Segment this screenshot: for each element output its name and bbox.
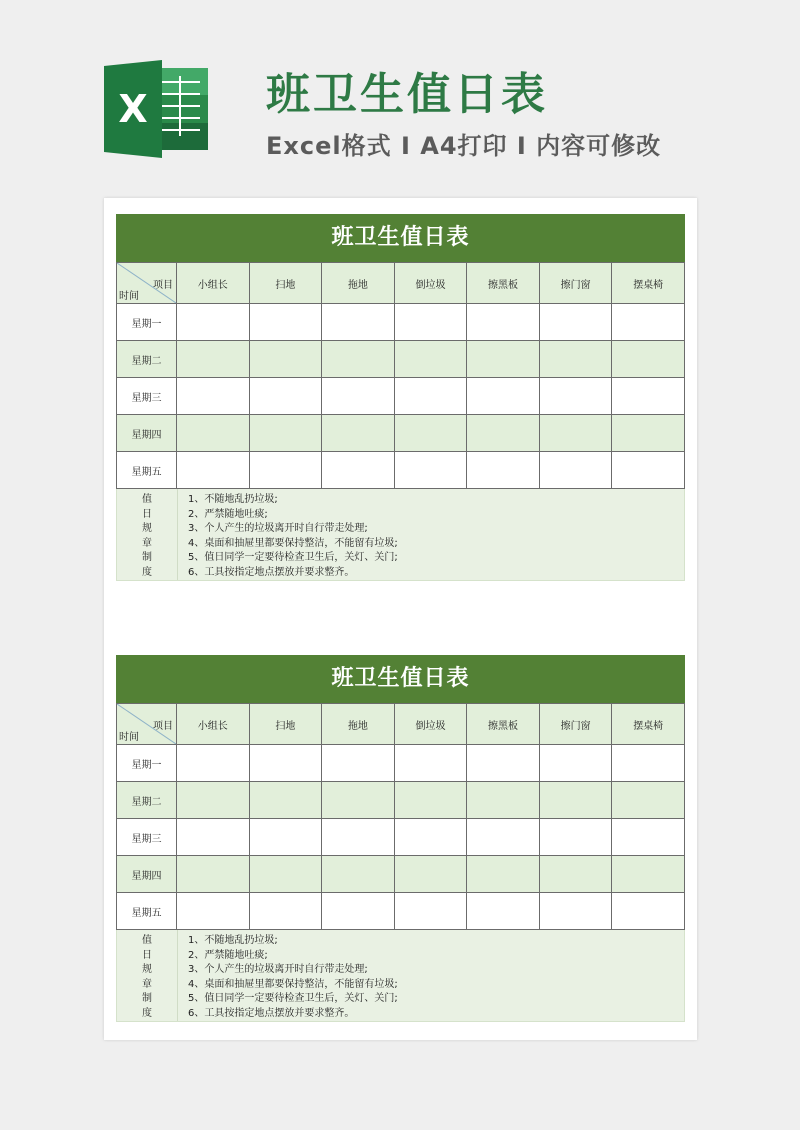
table-cell[interactable] (322, 378, 395, 415)
duty-table (116, 703, 685, 930)
table-cell[interactable] (249, 819, 322, 856)
column-header: 小组长 (177, 704, 250, 745)
duty-sheet-2 (116, 655, 685, 1022)
table-row (117, 415, 685, 452)
logo-letter: X (118, 87, 148, 131)
column-header: 擦黑板 (467, 263, 540, 304)
corner-label-item: 项目 (153, 280, 173, 291)
table-cell[interactable] (394, 304, 467, 341)
rules-list (188, 493, 398, 580)
table-row (117, 782, 685, 819)
table-cell[interactable] (249, 745, 322, 782)
table-row (117, 893, 685, 930)
table-cell[interactable] (177, 819, 250, 856)
rule-item: 5、值日同学一定要待检查卫生后，关灯、关门; (188, 993, 398, 1004)
rules-label-char: 日 (142, 508, 152, 520)
rules-label-char: 度 (142, 1007, 152, 1019)
duty-table (116, 262, 685, 489)
table-cell[interactable] (539, 819, 612, 856)
column-header: 摆桌椅 (612, 263, 685, 304)
table-cell[interactable] (249, 415, 322, 452)
table-cell[interactable] (467, 782, 540, 819)
weekday-label: 星期四 (117, 856, 177, 893)
table-cell[interactable] (322, 745, 395, 782)
weekday-label: 星期三 (117, 378, 177, 415)
rules-label-char: 值 (142, 935, 152, 946)
weekday-label: 星期五 (117, 893, 177, 930)
table-cell[interactable] (539, 304, 612, 341)
table-row (117, 341, 685, 378)
table-row (117, 452, 685, 489)
table-cell[interactable] (177, 745, 250, 782)
column-header: 拖地 (322, 263, 395, 304)
weekday-label: 星期五 (117, 452, 177, 489)
column-header: 小组长 (177, 263, 250, 304)
table-row (117, 856, 685, 893)
table-cell[interactable] (249, 893, 322, 930)
table-cell[interactable] (249, 452, 322, 489)
column-header: 擦门窗 (539, 263, 612, 304)
table-cell[interactable] (539, 782, 612, 819)
table-cell[interactable] (539, 856, 612, 893)
table-row (117, 378, 685, 415)
table-cell[interactable] (394, 745, 467, 782)
table-cell[interactable] (539, 893, 612, 930)
table-cell[interactable] (612, 452, 685, 489)
sheet-title: 班卫生值日表 (116, 655, 685, 703)
column-header: 扫地 (249, 263, 322, 304)
rule-item: 4、桌面和抽屉里都要保持整洁，不能留有垃圾; (188, 537, 398, 549)
table-cell[interactable] (394, 819, 467, 856)
table-cell[interactable] (394, 893, 467, 930)
column-header: 拖地 (322, 704, 395, 745)
table-cell[interactable] (322, 782, 395, 819)
table-cell[interactable] (612, 341, 685, 378)
rules-divider (177, 489, 178, 580)
corner-label-time: 时间 (119, 732, 139, 743)
table-row (117, 304, 685, 341)
weekday-label: 星期三 (117, 819, 177, 856)
table-cell[interactable] (177, 304, 250, 341)
table-row (117, 819, 685, 856)
rule-item: 1、不随地乱扔垃圾; (188, 494, 278, 505)
table-cell[interactable] (249, 304, 322, 341)
table-cell[interactable] (322, 819, 395, 856)
corner-cell (117, 704, 177, 745)
rules-label (117, 934, 177, 1021)
table-cell[interactable] (394, 452, 467, 489)
table-cell[interactable] (467, 856, 540, 893)
table-cell[interactable] (394, 415, 467, 452)
table-cell[interactable] (322, 415, 395, 452)
table-header-row (117, 704, 685, 745)
corner-cell (117, 263, 177, 304)
rules-label-char: 章 (142, 537, 152, 549)
table-cell[interactable] (467, 745, 540, 782)
page-subtitle: Excel格式 I A4打印 I 内容可修改 (266, 132, 662, 160)
rule-item: 4、桌面和抽屉里都要保持整洁，不能留有垃圾; (188, 978, 398, 990)
table-cell[interactable] (612, 893, 685, 930)
table-cell[interactable] (467, 415, 540, 452)
table-cell[interactable] (177, 415, 250, 452)
table-cell[interactable] (612, 819, 685, 856)
table-cell[interactable] (322, 452, 395, 489)
rules-label-char: 日 (142, 949, 152, 961)
column-header: 倒垃圾 (394, 263, 467, 304)
rule-item: 1、不随地乱扔垃圾; (188, 935, 278, 946)
rule-item: 3、个人产生的垃圾离开时自行带走处理; (188, 523, 368, 534)
duty-rules (116, 489, 685, 581)
column-header: 摆桌椅 (612, 704, 685, 745)
weekday-label: 星期二 (117, 782, 177, 819)
table-cell[interactable] (322, 341, 395, 378)
table-cell[interactable] (467, 378, 540, 415)
table-cell[interactable] (394, 341, 467, 378)
weekday-label: 星期一 (117, 745, 177, 782)
sheet-title: 班卫生值日表 (116, 214, 685, 262)
table-cell[interactable] (249, 782, 322, 819)
table-cell[interactable] (539, 452, 612, 489)
table-cell[interactable] (467, 893, 540, 930)
table-cell[interactable] (249, 341, 322, 378)
rules-label-char: 制 (142, 993, 152, 1004)
table-row (117, 745, 685, 782)
table-cell[interactable] (177, 856, 250, 893)
table-cell[interactable] (177, 378, 250, 415)
page-title: 班卫生值日表 (266, 69, 548, 120)
table-cell[interactable] (612, 745, 685, 782)
column-header: 倒垃圾 (394, 704, 467, 745)
table-cell[interactable] (177, 341, 250, 378)
table-header-row (117, 263, 685, 304)
table-cell[interactable] (394, 782, 467, 819)
table-cell[interactable] (467, 819, 540, 856)
column-header: 擦黑板 (467, 704, 540, 745)
excel-logo-icon (104, 60, 212, 158)
rule-item: 2、严禁随地吐痰; (188, 949, 268, 961)
weekday-label: 星期四 (117, 415, 177, 452)
corner-label-time: 时间 (119, 291, 139, 302)
table-cell[interactable] (612, 378, 685, 415)
document-page (104, 198, 697, 1040)
rule-item: 6、工具按指定地点摆放并要求整齐。 (188, 566, 355, 578)
table-cell[interactable] (177, 893, 250, 930)
table-cell[interactable] (467, 304, 540, 341)
table-cell[interactable] (539, 745, 612, 782)
rules-label-char: 规 (142, 523, 152, 534)
corner-label-item: 项目 (153, 721, 173, 732)
table-cell[interactable] (539, 378, 612, 415)
rule-item: 6、工具按指定地点摆放并要求整齐。 (188, 1007, 355, 1019)
weekday-label: 星期一 (117, 304, 177, 341)
table-cell[interactable] (322, 856, 395, 893)
table-cell[interactable] (612, 415, 685, 452)
table-cell[interactable] (249, 856, 322, 893)
duty-sheet-1 (116, 214, 685, 581)
duty-rules (116, 930, 685, 1022)
table-cell[interactable] (177, 782, 250, 819)
rules-label-char: 规 (142, 964, 152, 975)
weekday-label: 星期二 (117, 341, 177, 378)
table-cell[interactable] (612, 856, 685, 893)
rules-divider (177, 930, 178, 1021)
rules-label-char: 值 (142, 494, 152, 505)
rules-label-char: 制 (142, 552, 152, 563)
rules-label (117, 493, 177, 580)
table-cell[interactable] (539, 341, 612, 378)
table-cell[interactable] (249, 378, 322, 415)
rule-item: 5、值日同学一定要待检查卫生后，关灯、关门; (188, 552, 398, 563)
column-header: 擦门窗 (539, 704, 612, 745)
table-cell[interactable] (467, 452, 540, 489)
table-cell[interactable] (322, 893, 395, 930)
table-cell[interactable] (612, 304, 685, 341)
table-cell[interactable] (177, 452, 250, 489)
rules-label-char: 章 (142, 978, 152, 990)
table-cell[interactable] (612, 782, 685, 819)
rule-item: 3、个人产生的垃圾离开时自行带走处理; (188, 964, 368, 975)
table-cell[interactable] (467, 341, 540, 378)
rule-item: 2、严禁随地吐痰; (188, 508, 268, 520)
table-cell[interactable] (322, 304, 395, 341)
table-cell[interactable] (394, 856, 467, 893)
rules-list (188, 934, 398, 1021)
table-cell[interactable] (394, 378, 467, 415)
rules-label-char: 度 (142, 566, 152, 578)
table-cell[interactable] (539, 415, 612, 452)
column-header: 扫地 (249, 704, 322, 745)
